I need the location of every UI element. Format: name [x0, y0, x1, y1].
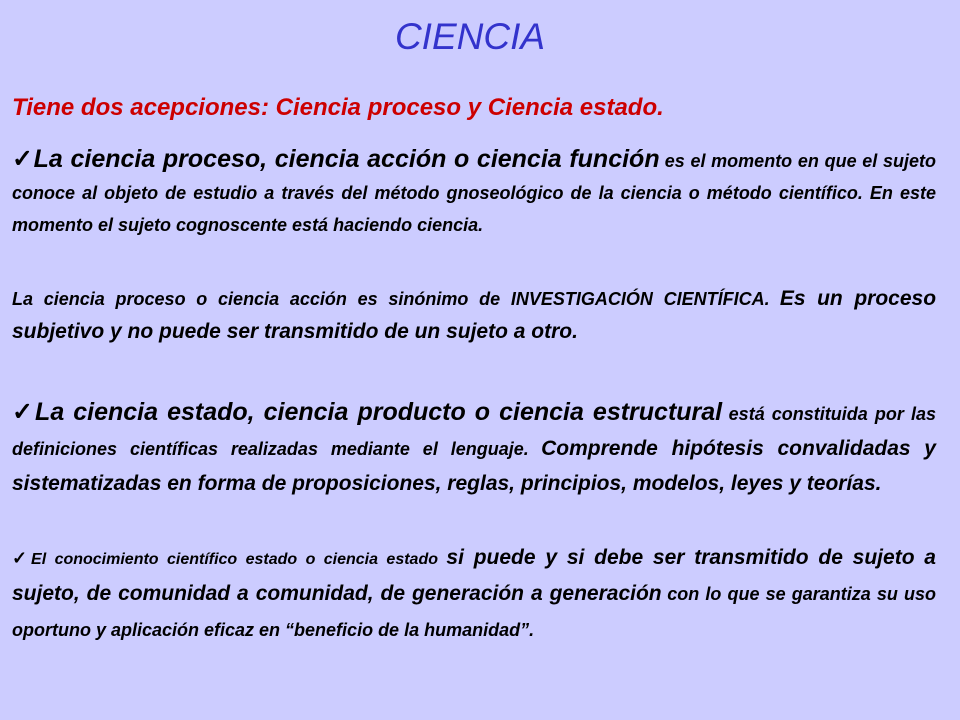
paragraph-body: está constituida por las definiciones científicas realizadas mediante el lenguaje.	[12, 404, 936, 459]
paragraph-investigacion	[12, 283, 936, 349]
slide-title: CIENCIA	[394, 16, 546, 57]
checkmark-icon: ✓	[12, 398, 36, 426]
paragraph-emphasis: si puede y si debe ser transmitido de sujeto a sujeto, de comunidad a comunidad, de generación a generación	[12, 546, 936, 605]
paragraph-lead: La ciencia proceso, ciencia acción o ciencia función	[33, 145, 660, 173]
paragraph-ciencia-estado	[12, 396, 936, 502]
paragraph-lead: El conocimiento científico estado o ciencia estado	[31, 551, 438, 568]
subtitle: Tiene dos acepciones: Ciencia proceso y Ciencia estado.	[12, 94, 664, 121]
paragraph-emphasis: Es un proceso subjetivo y no puede ser transmitido de un sujeto a otro.	[12, 287, 937, 343]
paragraph-lead: La ciencia estado, ciencia producto o ciencia estructural	[35, 398, 723, 426]
paragraph-body: La ciencia proceso o ciencia acción es sinónimo de INVESTIGACIÓN CIENTÍFICA.	[12, 289, 770, 309]
paragraph-ciencia-proceso	[12, 144, 936, 242]
paragraph-conocimiento	[12, 541, 936, 649]
paragraph-body: es el momento en que el sujeto conoce al objeto de estudio a través del método gnoseológico de la ciencia o método científico. En este momento el sujeto cognoscente está haciendo ciencia.	[12, 151, 936, 235]
paragraph-emphasis: Comprende hipótesis convalidadas y sistematizadas en forma de proposiciones, reglas, principios, modelos, leyes y teorías.	[12, 437, 936, 495]
checkmark-icon: ✓	[12, 145, 34, 173]
checkmark-icon: ✓	[12, 548, 32, 568]
paragraph-body: con lo que se garantiza su uso oportuno y aplicación eficaz en “beneficio de la humanidad”.	[12, 584, 936, 640]
